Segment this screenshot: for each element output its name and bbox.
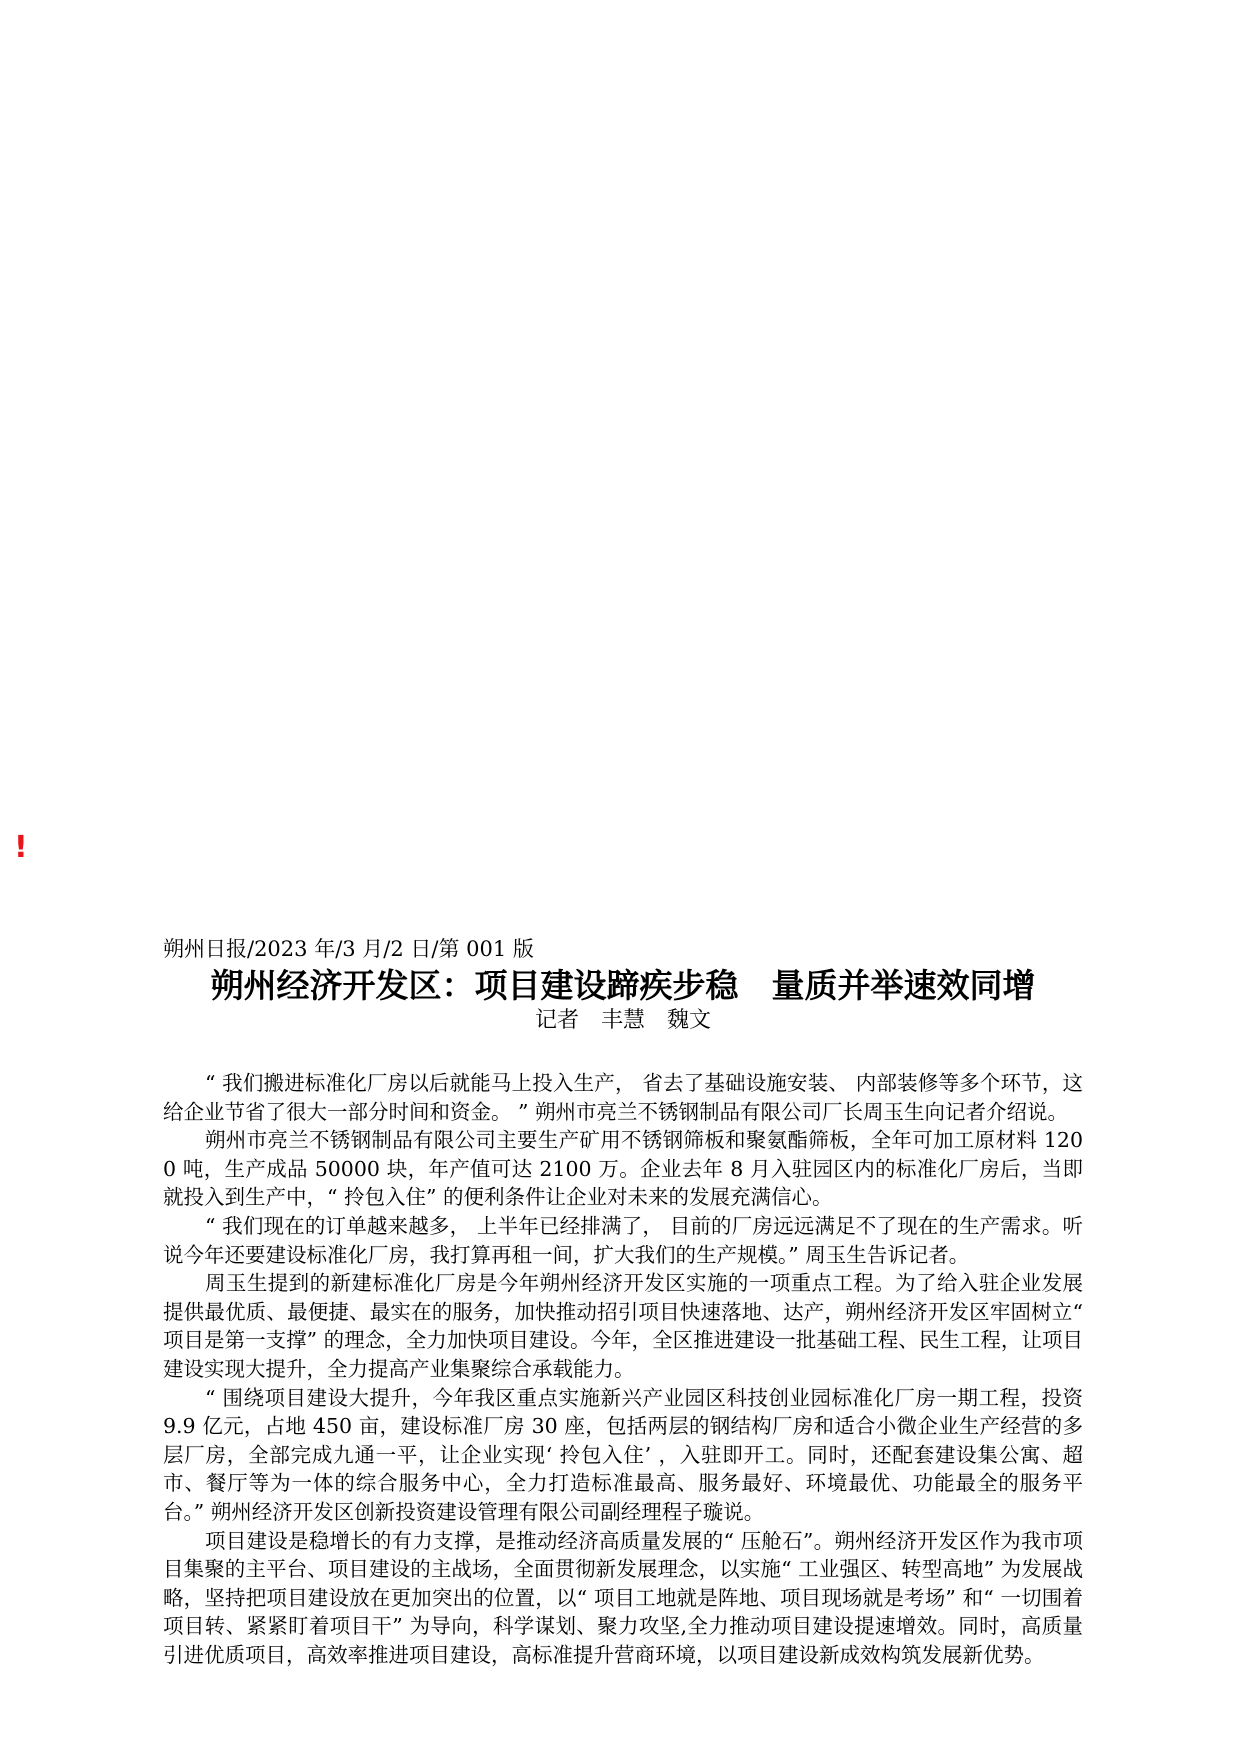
paragraph-4: 周玉生提到的新建标准化厂房是今年朔州经济开发区实施的一项重点工程。为了给入驻企业发展提供最优质、最便捷、最实在的服务，加快推动招引项目快速落地、达产，朔州经济开发区牢固树立“ 项目是第一支撑” 的理念，全力加快项目建设。今年，全区推进建设一批基础工程、民生工程，让项目建设实现大提升，全力提高产业集聚综合承载能力。 <box>163 1271 1083 1381</box>
red-exclamation-mark: ! <box>14 830 28 865</box>
paragraph-3: “ 我们现在的订单越来越多， 上半年已经排满了， 目前的厂房远远满足不了现在的生产需求。听说今年还要建设标准化厂房，我打算再租一间，扩大我们的生产规模。” 周玉生告诉记者。 <box>163 1213 1083 1267</box>
paragraph-5: “ 围绕项目建设大提升，今年我区重点实施新兴产业园区科技创业园标准化厂房一期工程，投资 9.9 亿元，占地 450 亩，建设标准厂房 30 座，包括两层的钢结构厂房和适合小微企业生产经营的多层厂房，全部完成九通一平，让企业实现‘ 拎包入住’ ，入驻即开工。同时，还配套建设集公寓、超市、餐厅等为一体的综合服务中心，全力打造标准最高、服务最好、环境最优、功能最全的服务平台。” 朔州经济开发区创新投资建设管理有限公司副经理程子璇说。 <box>163 1385 1083 1524</box>
article-headline: 朔州经济开发区：项目建设蹄疾步稳 量质并举速效同增 <box>210 966 1036 1005</box>
paragraph-1: “ 我们搬进标准化厂房以后就能马上投入生产， 省去了基础设施安装、 内部装修等多个环节，这给企业节省了很大一部分时间和资金。 ” 朔州市亮兰不锈钢制品有限公司厂长周玉生向记者介绍说。 <box>163 1071 1083 1124</box>
article-body <box>163 1069 1083 1669</box>
source-line: 朔州日报/2023 年/3 月/2 日/第 001 版 <box>163 937 534 961</box>
news-article <box>163 935 1083 1669</box>
article-byline: 记者 丰慧 魏文 <box>534 1008 711 1033</box>
paragraph-6: 项目建设是稳增长的有力支撑，是推动经济高质量发展的“ 压舱石”。朔州经济开发区作为我市项目集聚的主平台、项目建设的主战场，全面贯彻新发展理念，以实施“ 工业强区、转型高地” 为发展战略，坚持把项目建设放在更加突出的位置，以“ 项目工地就是阵地、项目现场就是考场” 和“ 一切围着项目转、紧紧盯着项目干” 为导向，科学谋划、聚力攻坚,全力推动项目建设提速增效。同时，高质量引进优质项目，高效率推进项目建设，高标准提升营商环境，以项目建设新成效构筑发展新优势。 <box>163 1528 1083 1667</box>
paragraph-2: 朔州市亮兰不锈钢制品有限公司主要生产矿用不锈钢筛板和聚氨酯筛板，全年可加工原材料 1200 吨，生产成品 50000 块，年产值可达 2100 万。企业去年 8 月入驻园区内的标准化厂房后，当即就投入到生产中，“ 拎包入住” 的便利条件让企业对未来的发展充满信心。 <box>163 1128 1083 1210</box>
